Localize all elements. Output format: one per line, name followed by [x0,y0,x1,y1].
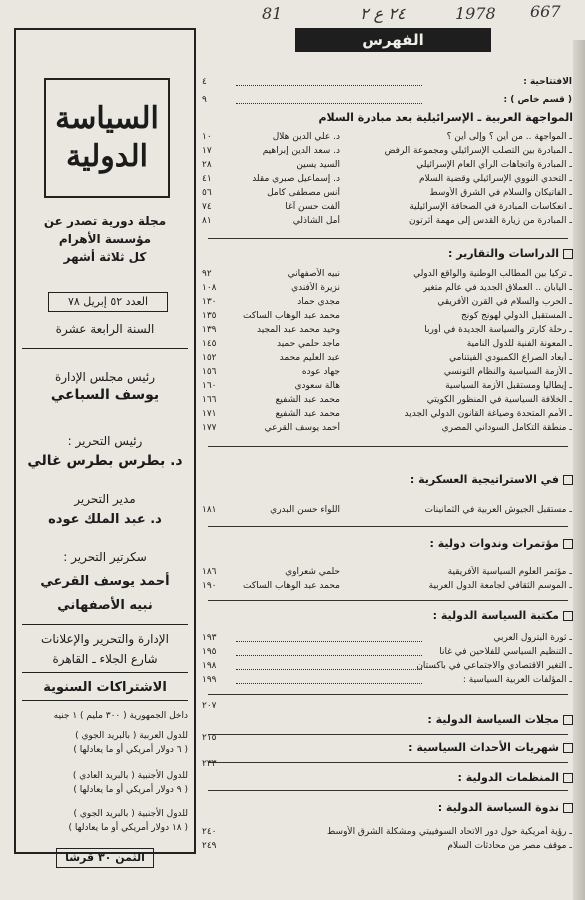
entry-title: ـ المبادرة واتجاهات الرأي العام الإسرائيلي [416,160,572,170]
entry-page: ١٠٨ [202,283,217,293]
toc-entry [200,566,572,579]
issue-number: العدد ٥٢ إبريل ٧٨ [48,292,168,312]
entry-page: ١٧٧ [202,423,217,433]
entry-page: ١٩٨ [202,661,217,671]
entry-title: ـ المؤلفات العربية السياسية : [462,675,572,685]
entry-page: ٢٤٩ [202,841,217,851]
entry-title: ـ منطقة التكامل السوداني المصري [441,423,572,433]
entry-author: عبد العليم محمد [279,353,340,363]
divider [208,238,568,239]
divider [208,694,568,695]
entry-author: د. سعد الدين إبراهيم [262,146,340,156]
managing-editor-label: مدير التحرير [74,492,136,506]
entry-author: محمد عبد الشفيع [275,409,340,419]
entry-page: ١٠ [202,132,212,142]
entry-page: ٢٤٠ [202,827,217,837]
toc-entry [200,504,572,517]
entry-author: أمل الشاذلي [292,216,340,226]
entry-title: ـ الفاتيكان والسلام في الشرق الأوسط [429,188,572,198]
admin-label: الإدارة والتحرير والإعلانات [41,632,169,646]
entry-page: ١٤٥ [202,339,217,349]
price-box: الثمن ٣٠ قرشا [56,848,154,868]
entry-title: ـ المعونة الفنية للدول النامية [466,339,572,349]
divider [208,600,568,601]
toc-entry [200,324,572,337]
entry-page: ٩ [202,95,207,105]
logo-line-2: الدولية [66,139,148,174]
entry-page: ١٣٠ [202,297,217,307]
entry-title: ـ تركيا بين المطالب الوطنية والواقع الدولي [413,269,572,279]
secretary-name-2: نبيه الأصفهاني [57,598,153,613]
admin-address: شارع الجلاء ـ القاهرة [52,652,158,666]
entry-title: ـ الموسم الثقافي لجامعة الدول العربية [428,581,572,591]
entry-title: ـ مؤتمر العلوم السياسية الأفريقية [447,567,572,577]
toc-entry [200,840,572,853]
editor-in-chief-label: رئيس التحرير : [67,434,143,448]
subscription-line: ( ٩ دولار أمريكي أو ما يعادلها ) [73,785,188,795]
entry-author: وحيد محمد عبد المجيد [257,325,340,335]
entry-title: ـ المستقبل الدولي لهونج كونج [460,311,572,321]
toc-entry [200,632,572,645]
entry-page: ١٦٠ [202,381,217,391]
entry-page: ١٩٣ [202,633,217,643]
entry-author: أحمد يوسف القرعي [264,423,340,433]
entry-page: ١٩٥ [202,647,217,657]
handwritten-mark-4: 667 [530,2,561,21]
entry-page: ١٥٦ [202,367,217,377]
toc-entry [200,268,572,281]
toc-entry [200,201,572,214]
toc-entry [200,352,572,365]
board-chairman-name: يوسف السباعي [50,387,160,403]
entry-page: ١٧١ [202,409,217,419]
entry-author: محمد عبد الوهاب الساكت [243,581,340,591]
entry-page: ١٧ [202,146,212,156]
divider [22,348,188,349]
entry-page: ٢٨ [202,160,212,170]
entry-page: ١٩٩ [202,675,217,685]
entry-page: ٧٤ [202,202,212,212]
section-heading: مجلات السياسة الدولية : [427,712,573,728]
toc-entry-page [200,732,572,745]
entry-author: اللواء حسن البدري [270,505,340,515]
issue-year: السنة الرابعة عشرة [55,322,155,336]
toc-entry [200,187,572,200]
toc-entry [200,215,572,228]
entry-author: السيد يسين [296,160,340,170]
section-heading: الدراسات والتقارير : [448,246,573,262]
handwritten-mark-3: 1978 [455,4,496,23]
toc-entry [200,366,572,379]
page-edge-shadow [573,40,585,900]
editor-in-chief-name: د. بطرس بطرس غالي [27,453,183,469]
entry-page: ١٨٦ [202,567,217,577]
handwritten-mark-2: ٢٤ ع ٢ [360,4,406,23]
secretary-name-1: أحمد يوسف القرعي [40,574,170,589]
subscription-line: للدول العربية ( بالبريد الجوي ) [75,731,188,741]
toc-entry [200,422,572,435]
entry-title: ـ موقف مصر من محادثات السلام [447,841,572,851]
toc-entry [200,159,572,172]
entry-title: ـ انعكاسات المبادرة في الصحافة الإسرائيلية [409,202,572,212]
entry-author: ألفت حسن آغا [285,202,340,212]
entry-author: هالة سعودي [294,381,340,391]
entry-author: حلمي شعراوي [285,567,340,577]
entry-title: ـ التحدي النووي الإسرائيلي وقضية السلام [418,174,572,184]
entry-page: ١٣٩ [202,325,217,335]
description-line-3: كل ثلاثة أشهر [63,250,147,264]
description-line-1: مجلة دورية تصدر عن [43,214,167,228]
subscription-line: ( ١٨ دولار أمريكي أو ما يعادلها ) [68,823,188,833]
entry-title: ـ الخلافة السياسية في المنظور الكويتي [426,395,572,405]
entry-author: محمد عبد الوهاب الساكت [243,311,340,321]
toc-entry-page [200,700,572,713]
entry-page: ٨١ [202,216,212,226]
section-heading: شهريات الأحداث السياسية : [408,740,573,756]
entry-author: جهاد عوده [301,367,340,377]
entry-title: ( قسم خاص ) : [503,95,572,105]
section-heading: المنظمات الدولية : [458,770,573,786]
entry-title: ـ رحلة كارتر والسياسة الجديدة في أوربا [424,325,572,335]
description-line-2: مؤسسة الأهرام [58,232,152,246]
entry-title: ـ ثورة البترول العربي [493,633,572,643]
toc-entry [200,394,572,407]
divider [22,700,188,701]
entry-title: الافتتاحية : [523,77,572,87]
entry-title: ـ الأمم المتحدة وصياغة القانون الدولي الجديد [404,409,572,419]
entry-title: ـ التغير الاقتصادي والاجتماعي في باكستان [416,661,572,671]
toc-entry [200,94,572,107]
entry-author: د. إسماعيل صبري مقلد [252,174,340,184]
entry-page: ٥٦ [202,188,212,198]
toc-entry [200,408,572,421]
toc-entry [200,826,572,839]
entry-title: ـ مستقبل الجيوش العربية في الثمانينات [424,505,572,515]
entry-title: ـ المبادرة بين التصلب الإسرائيلي ومجموعة الرفض [384,146,572,156]
section-heading: مكتبة السياسة الدولية : [433,608,573,624]
section-heading: في الاستراتيجية العسكرية : [410,472,573,488]
toc-entry [200,380,572,393]
toc-entry [200,310,572,323]
toc-entry [200,674,572,687]
entry-title: ـ المواجهة .. من أين ؟ وإلى أين ؟ [446,132,572,142]
handwritten-mark-1: 81 [262,4,283,23]
table-of-contents [200,0,585,900]
subscriptions-title: الاشتراكات السنوية [43,680,167,695]
entry-page: ٤ [202,77,207,87]
entry-page: ٤١ [202,174,212,184]
toc-entry [200,282,572,295]
entry-title: ـ التنظيم السياسي للفلاحين في غانا [439,647,572,657]
divider [22,624,188,625]
section-heading: ندوة السياسة الدولية : [438,800,573,816]
divider [208,790,568,791]
entry-page: ١٦٦ [202,395,217,405]
section-heading: المواجهة العربية ـ الإسرائيلية بعد مبادرة السلام [318,111,573,124]
entry-author: ماجد حلمي حميد [276,339,340,349]
entry-author: نبيه الأصفهاني [287,269,340,279]
entry-page: ٩٢ [202,269,212,279]
entry-title: ـ المبادرة من زيارة القدس إلى مهمة أثرتون [409,216,572,226]
entry-page: ١٥٢ [202,353,217,363]
contents-title: الفهرس [295,28,491,52]
entry-title: ـ الحرب والسلام في القرن الأفريقي [437,297,572,307]
entry-title: ـ اليابان .. العملاق الجديد في عالم متغير [422,283,572,293]
divider [22,672,188,673]
secretary-label: سكرتير التحرير : [63,550,147,564]
toc-entry [200,145,572,158]
entry-title: ـ رؤية أمريكية حول دور الاتحاد السوفييتي ومشكلة الشرق الأوسط [327,827,572,837]
entry-title: ـ إيطاليا ومستقبل الأزمة السياسية [445,381,572,391]
managing-editor-name: د. عبد الملك عوده [48,512,162,527]
toc-entry [200,660,572,673]
entry-title: ـ الأزمة السياسية والنظام التونسي [443,367,572,377]
entry-page: ١٨١ [202,505,217,515]
entry-author: نزيرة الأفندي [291,283,340,293]
magazine-logo [44,78,170,198]
logo-line-1: السياسة [55,101,159,136]
divider [208,446,568,447]
entry-author: د. علي الدين هلال [272,132,340,142]
masthead-column [14,28,196,864]
entry-author: أنس مصطفى كامل [267,188,340,198]
entry-page: ٢٣٣ [202,759,217,769]
subscription-line: للدول الأجنبية ( بالبريد الجوي ) [73,809,188,819]
toc-entry [200,296,572,309]
subscription-line: داخل الجمهورية ( ٣٠٠ مليم ) ١ جنيه [53,711,188,721]
entry-title: ـ أبعاد الصراع الكمبودي الفيتنامي [449,353,572,363]
subscription-line: ( ٦ دولار أمريكي أو ما يعادلها ) [73,745,188,755]
toc-entry [200,646,572,659]
toc-entry [200,131,572,144]
toc-entry [200,76,572,89]
subscription-line: للدول الأجنبية ( بالبريد العادي ) [72,771,188,781]
entry-author: مجدي حماد [297,297,340,307]
toc-entry-page [200,758,572,771]
entry-page: ١٣٥ [202,311,217,321]
entry-page: ٢٠٧ [202,701,217,711]
entry-author: محمد عبد الشفيع [275,395,340,405]
toc-entry [200,338,572,351]
section-heading: مؤتمرات وندوات دولية : [429,536,573,552]
entry-page: ٢١٥ [202,733,217,743]
toc-entry [200,580,572,593]
divider [208,526,568,527]
entry-page: ١٩٠ [202,581,217,591]
board-label: رئيس مجلس الإدارة [54,370,156,384]
toc-entry [200,173,572,186]
